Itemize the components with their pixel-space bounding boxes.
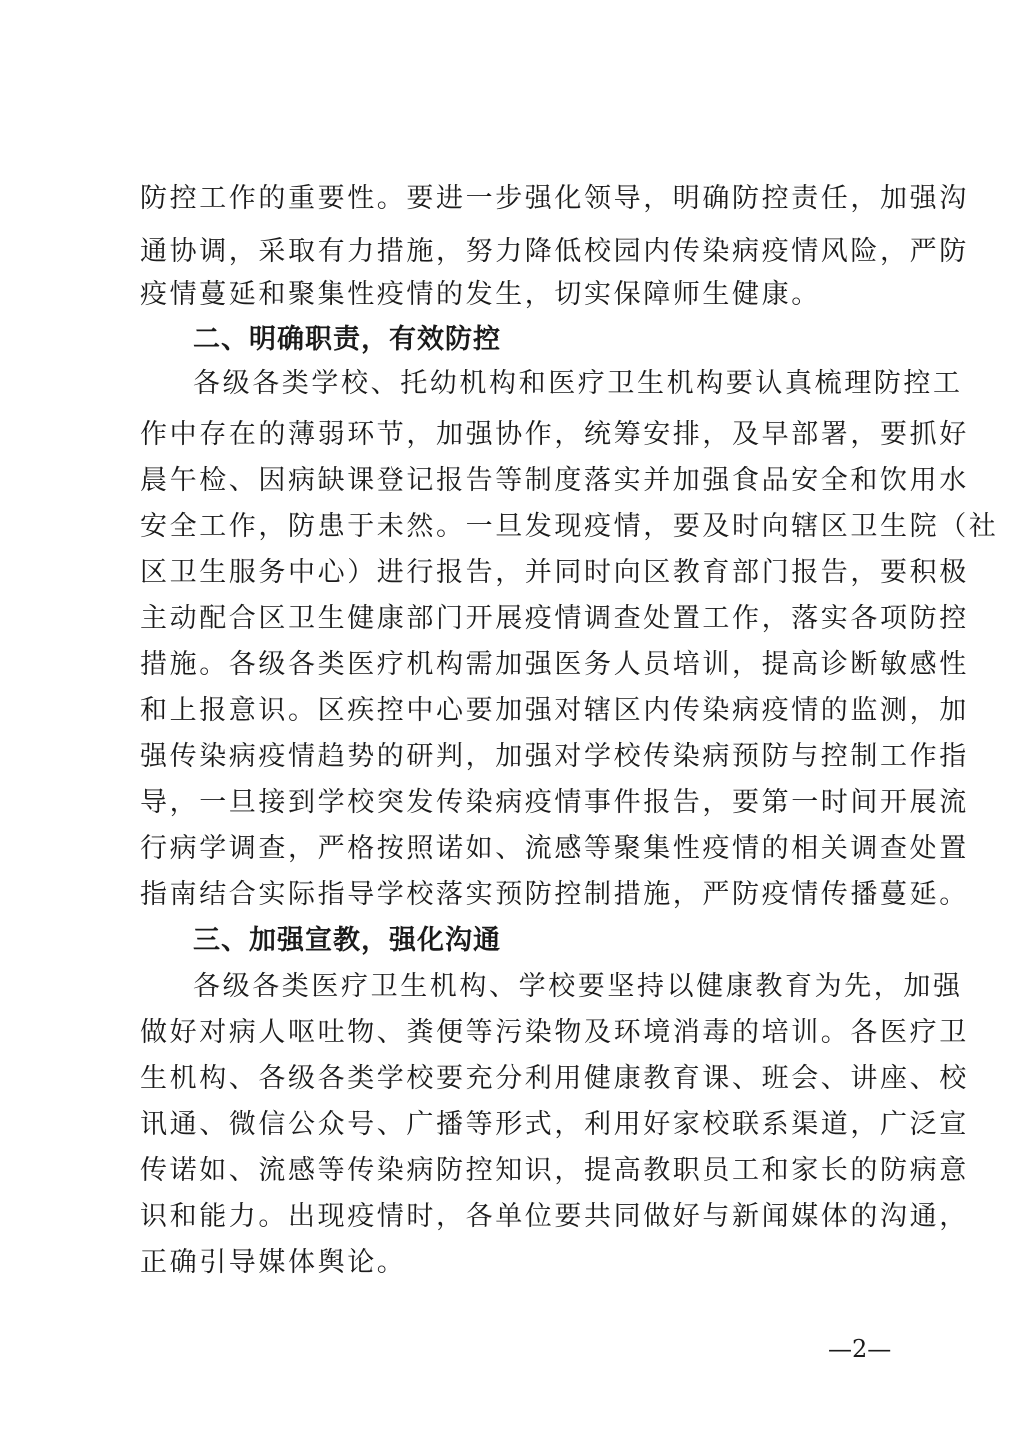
paragraph-line: 做好对病人呕吐物、粪便等污染物及环境消毒的培训。各医疗卫 xyxy=(140,1017,969,1048)
paragraph-line: 指南结合实际指导学校落实预防控制措施，严防疫情传播蔓延。 xyxy=(140,879,969,910)
paragraph-line: 各级各类医疗卫生机构、学校要坚持以健康教育为先，加强 xyxy=(193,971,963,1002)
paragraph-line: 晨午检、因病缺课登记报告等制度落实并加强食品安全和饮用水 xyxy=(140,465,969,496)
paragraph-line: 疫情蔓延和聚集性疫情的发生，切实保障师生健康。 xyxy=(140,279,821,310)
paragraph-line: 识和能力。出现疫情时，各单位要共同做好与新闻媒体的沟通， xyxy=(140,1201,969,1232)
paragraph-line: 正确引导媒体舆论。 xyxy=(140,1247,407,1278)
section-heading-2: 二、明确职责，有效防控 xyxy=(193,324,501,355)
section-heading-3: 三、加强宣教，强化沟通 xyxy=(193,925,501,956)
paragraph-line: 通协调，采取有力措施，努力降低校园内传染病疫情风险，严防 xyxy=(140,236,969,267)
paragraph-line: 主动配合区卫生健康部门开展疫情调查处置工作，落实各项防控 xyxy=(140,603,969,634)
paragraph-line: 生机构、各级各类学校要充分利用健康教育课、班会、讲座、校 xyxy=(140,1063,969,1094)
paragraph-line: 和上报意识。区疾控中心要加强对辖区内传染病疫情的监测，加 xyxy=(140,695,969,726)
paragraph-line: 安全工作，防患于未然。一旦发现疫情，要及时向辖区卫生院（社 xyxy=(140,511,999,542)
paragraph-line: 传诺如、流感等传染病防控知识，提高教职员工和家长的防病意 xyxy=(140,1155,969,1186)
paragraph-line: 各级各类学校、托幼机构和医疗卫生机构要认真梳理防控工 xyxy=(193,368,963,399)
paragraph-line: 行病学调查，严格按照诺如、流感等聚集性疫情的相关调查处置 xyxy=(140,833,969,864)
paragraph-line: 区卫生服务中心）进行报告，并同时向区教育部门报告，要积极 xyxy=(140,557,969,588)
page-number: —2— xyxy=(828,1335,892,1363)
paragraph-line: 作中存在的薄弱环节，加强协作，统筹安排，及早部署，要抓好 xyxy=(140,419,969,450)
paragraph-line: 导，一旦接到学校突发传染病疫情事件报告，要第一时间开展流 xyxy=(140,787,969,818)
paragraph-line: 防控工作的重要性。要进一步强化领导，明确防控责任，加强沟 xyxy=(140,183,969,214)
paragraph-line: 讯通、微信公众号、广播等形式，利用好家校联系渠道，广泛宣 xyxy=(140,1109,969,1140)
paragraph-line: 措施。各级各类医疗机构需加强医务人员培训，提高诊断敏感性 xyxy=(140,649,969,680)
paragraph-line: 强传染病疫情趋势的研判，加强对学校传染病预防与控制工作指 xyxy=(140,741,969,772)
